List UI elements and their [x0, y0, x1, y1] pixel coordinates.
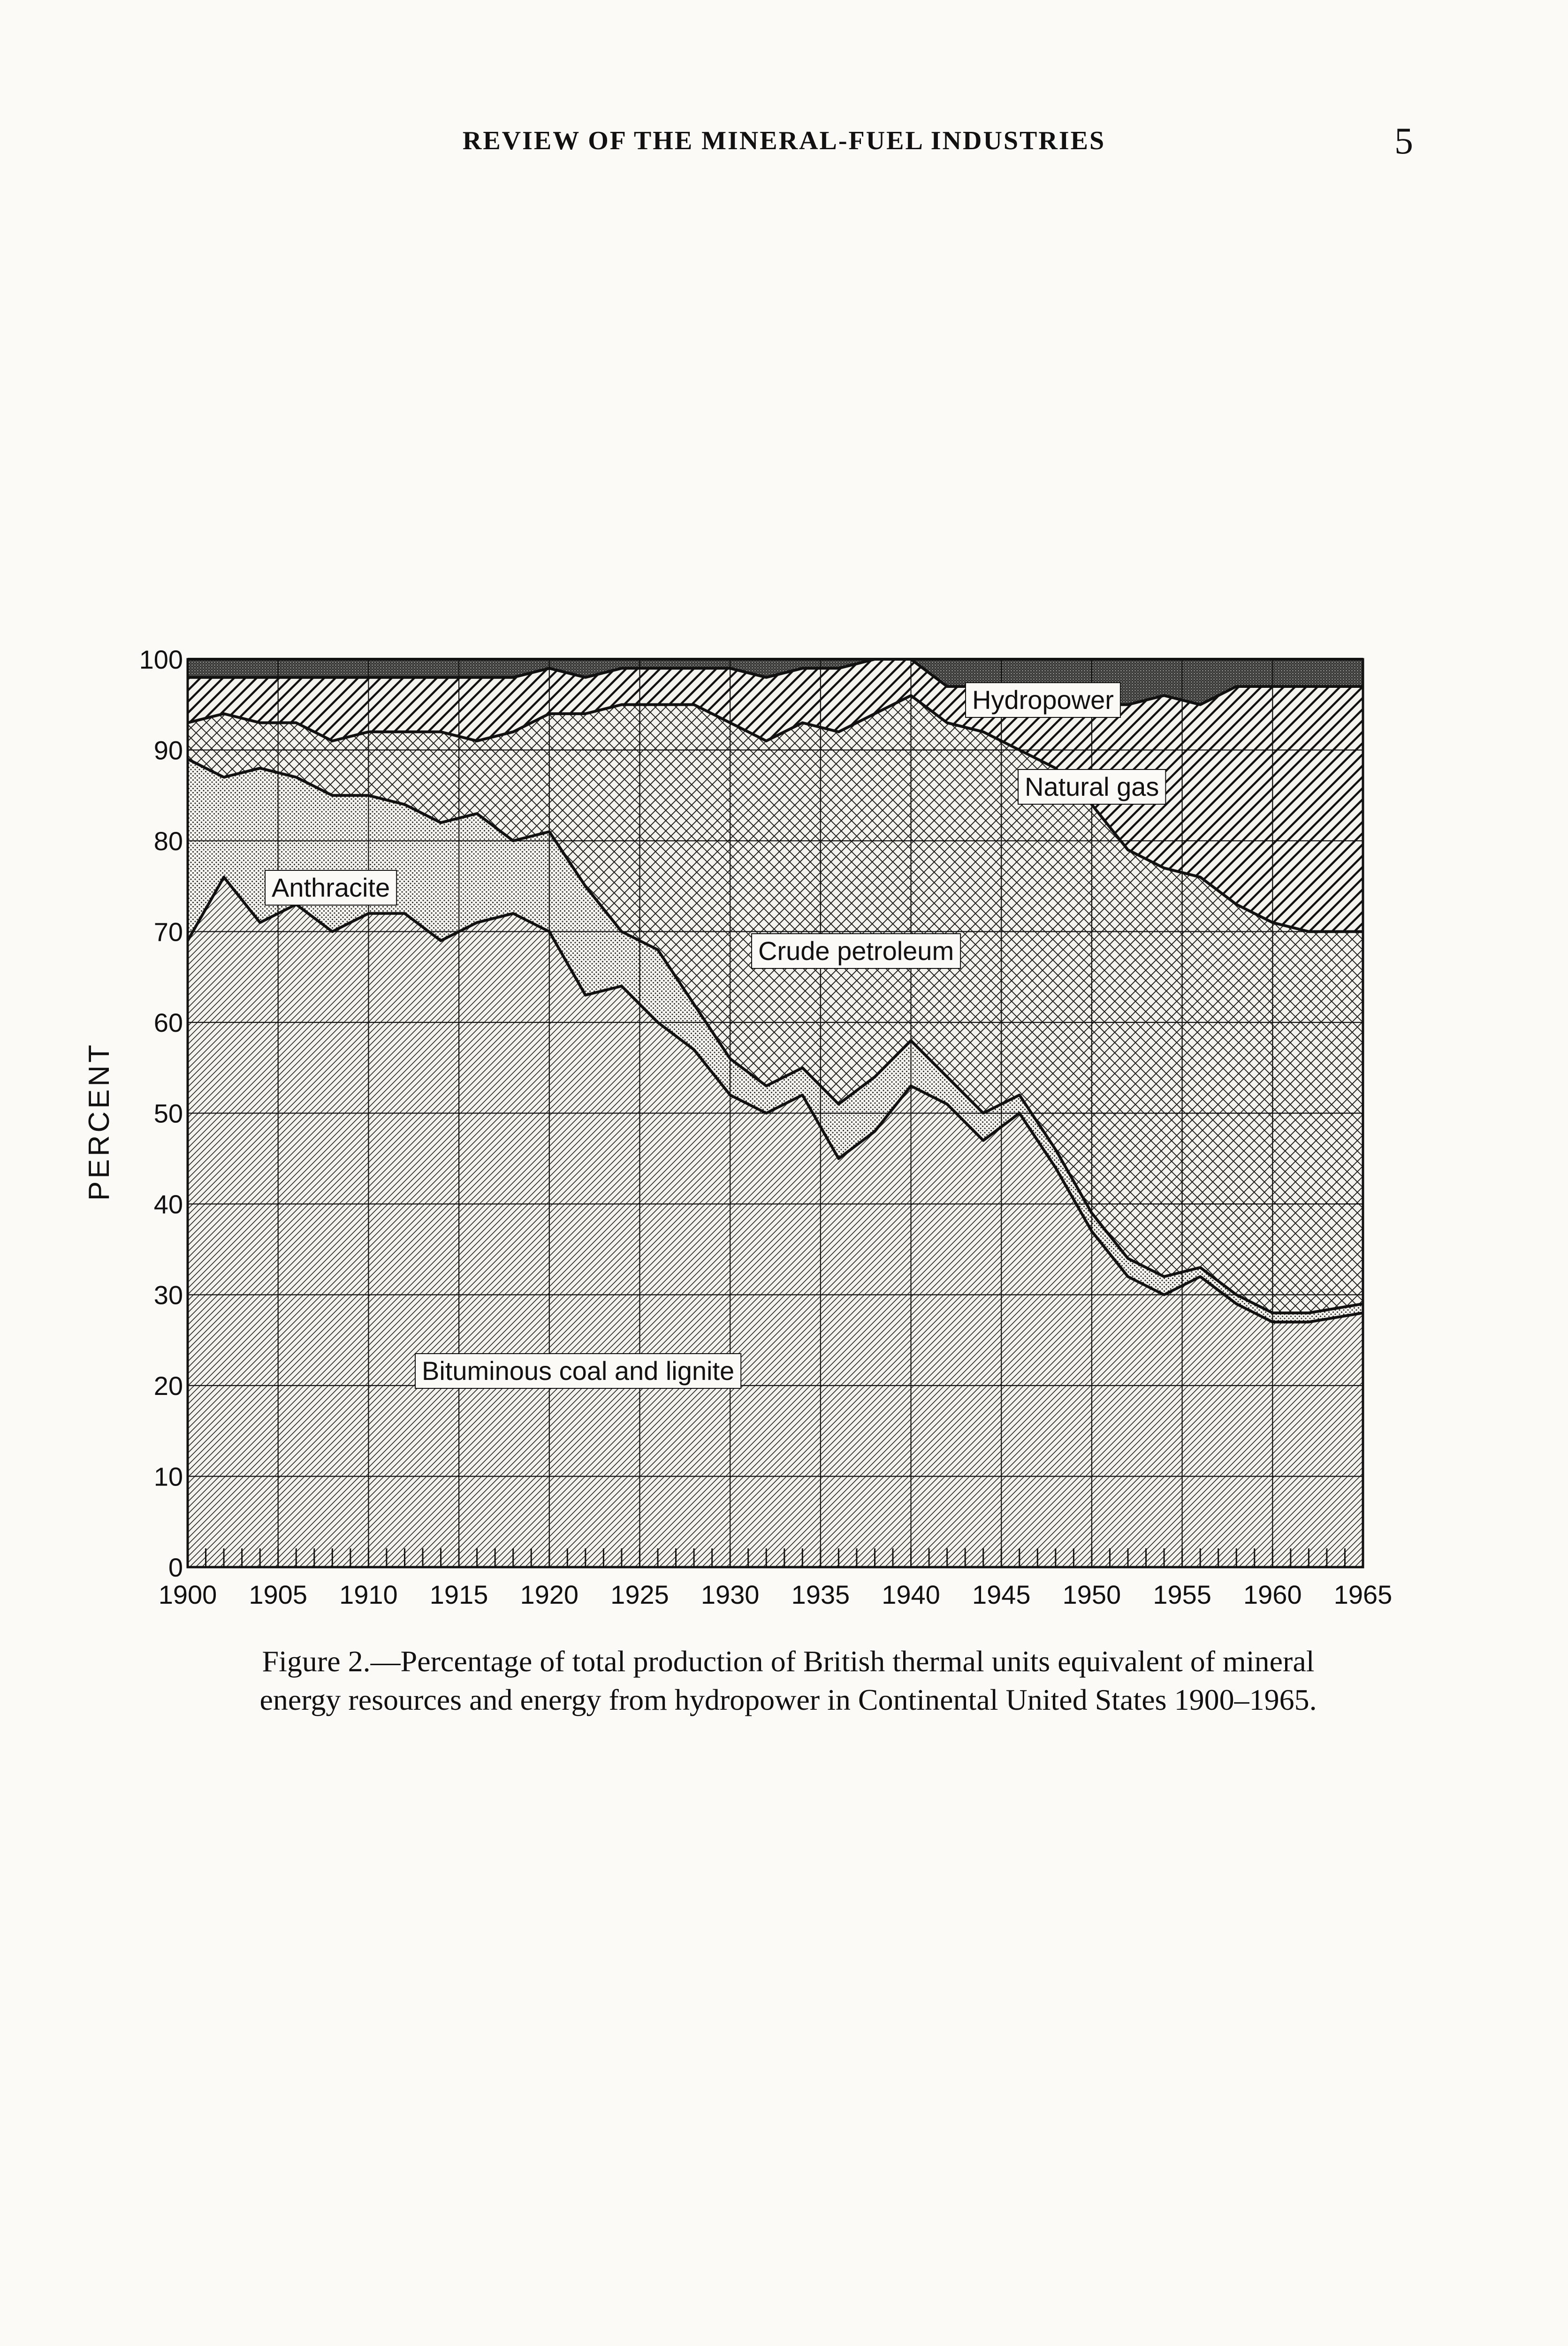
- y-tick-label: 0: [168, 1553, 183, 1582]
- x-tick-label: 1915: [429, 1580, 488, 1609]
- x-tick-label: 1955: [1153, 1580, 1211, 1609]
- label-crude-petroleum: [752, 934, 960, 968]
- page-number: 5: [1394, 121, 1413, 162]
- label-bituminous-coal-and-lignite: [415, 1354, 741, 1388]
- y-tick-layer: [139, 645, 183, 1582]
- x-tick-label: 1945: [972, 1580, 1031, 1609]
- x-tick-label: 1935: [791, 1580, 850, 1609]
- x-tick-label: 1930: [700, 1580, 760, 1609]
- label-text: Crude petroleum: [758, 936, 954, 966]
- y-tick-label: 50: [153, 1098, 183, 1128]
- x-tick-label: 1925: [610, 1580, 669, 1609]
- y-tick-label: 40: [153, 1189, 183, 1219]
- y-tick-label: 100: [139, 645, 183, 674]
- label-text: Bituminous coal and lignite: [422, 1356, 735, 1386]
- y-tick-label: 60: [153, 1008, 183, 1037]
- x-tick-label: 1965: [1333, 1580, 1393, 1609]
- x-tick-label: 1960: [1243, 1580, 1302, 1609]
- label-text: Hydropower: [972, 685, 1114, 715]
- y-tick-label: 20: [153, 1371, 183, 1401]
- x-tick-label: 1920: [520, 1580, 579, 1609]
- x-tick-label: 1940: [882, 1580, 940, 1609]
- label-text: Anthracite: [272, 873, 390, 902]
- y-tick-label: 80: [153, 826, 183, 856]
- label-hydropower: [966, 683, 1120, 717]
- label-text: Natural gas: [1025, 772, 1159, 801]
- x-tick-label: 1900: [158, 1580, 217, 1609]
- y-tick-label: 30: [153, 1280, 183, 1310]
- label-natural-gas: [1018, 769, 1165, 804]
- x-tick-label: 1905: [249, 1580, 307, 1609]
- y-axis-label: PERCENT: [83, 1042, 115, 1201]
- y-tick-label: 10: [153, 1462, 183, 1492]
- y-tick-label: 70: [153, 917, 183, 947]
- running-head: REVIEW OF THE MINERAL-FUEL INDUSTRIES: [462, 126, 1106, 155]
- x-tick-label: 1910: [339, 1580, 398, 1609]
- label-anthracite: [265, 870, 396, 905]
- x-tick-label: 1950: [1062, 1580, 1121, 1609]
- y-tick-label: 90: [153, 735, 183, 765]
- figure-caption: Figure 2.—Percentage of total production of British thermal units equivalent of mineral energy resources and energy from hydropower in Continental United States 1900–1965.: [259, 1645, 1317, 1716]
